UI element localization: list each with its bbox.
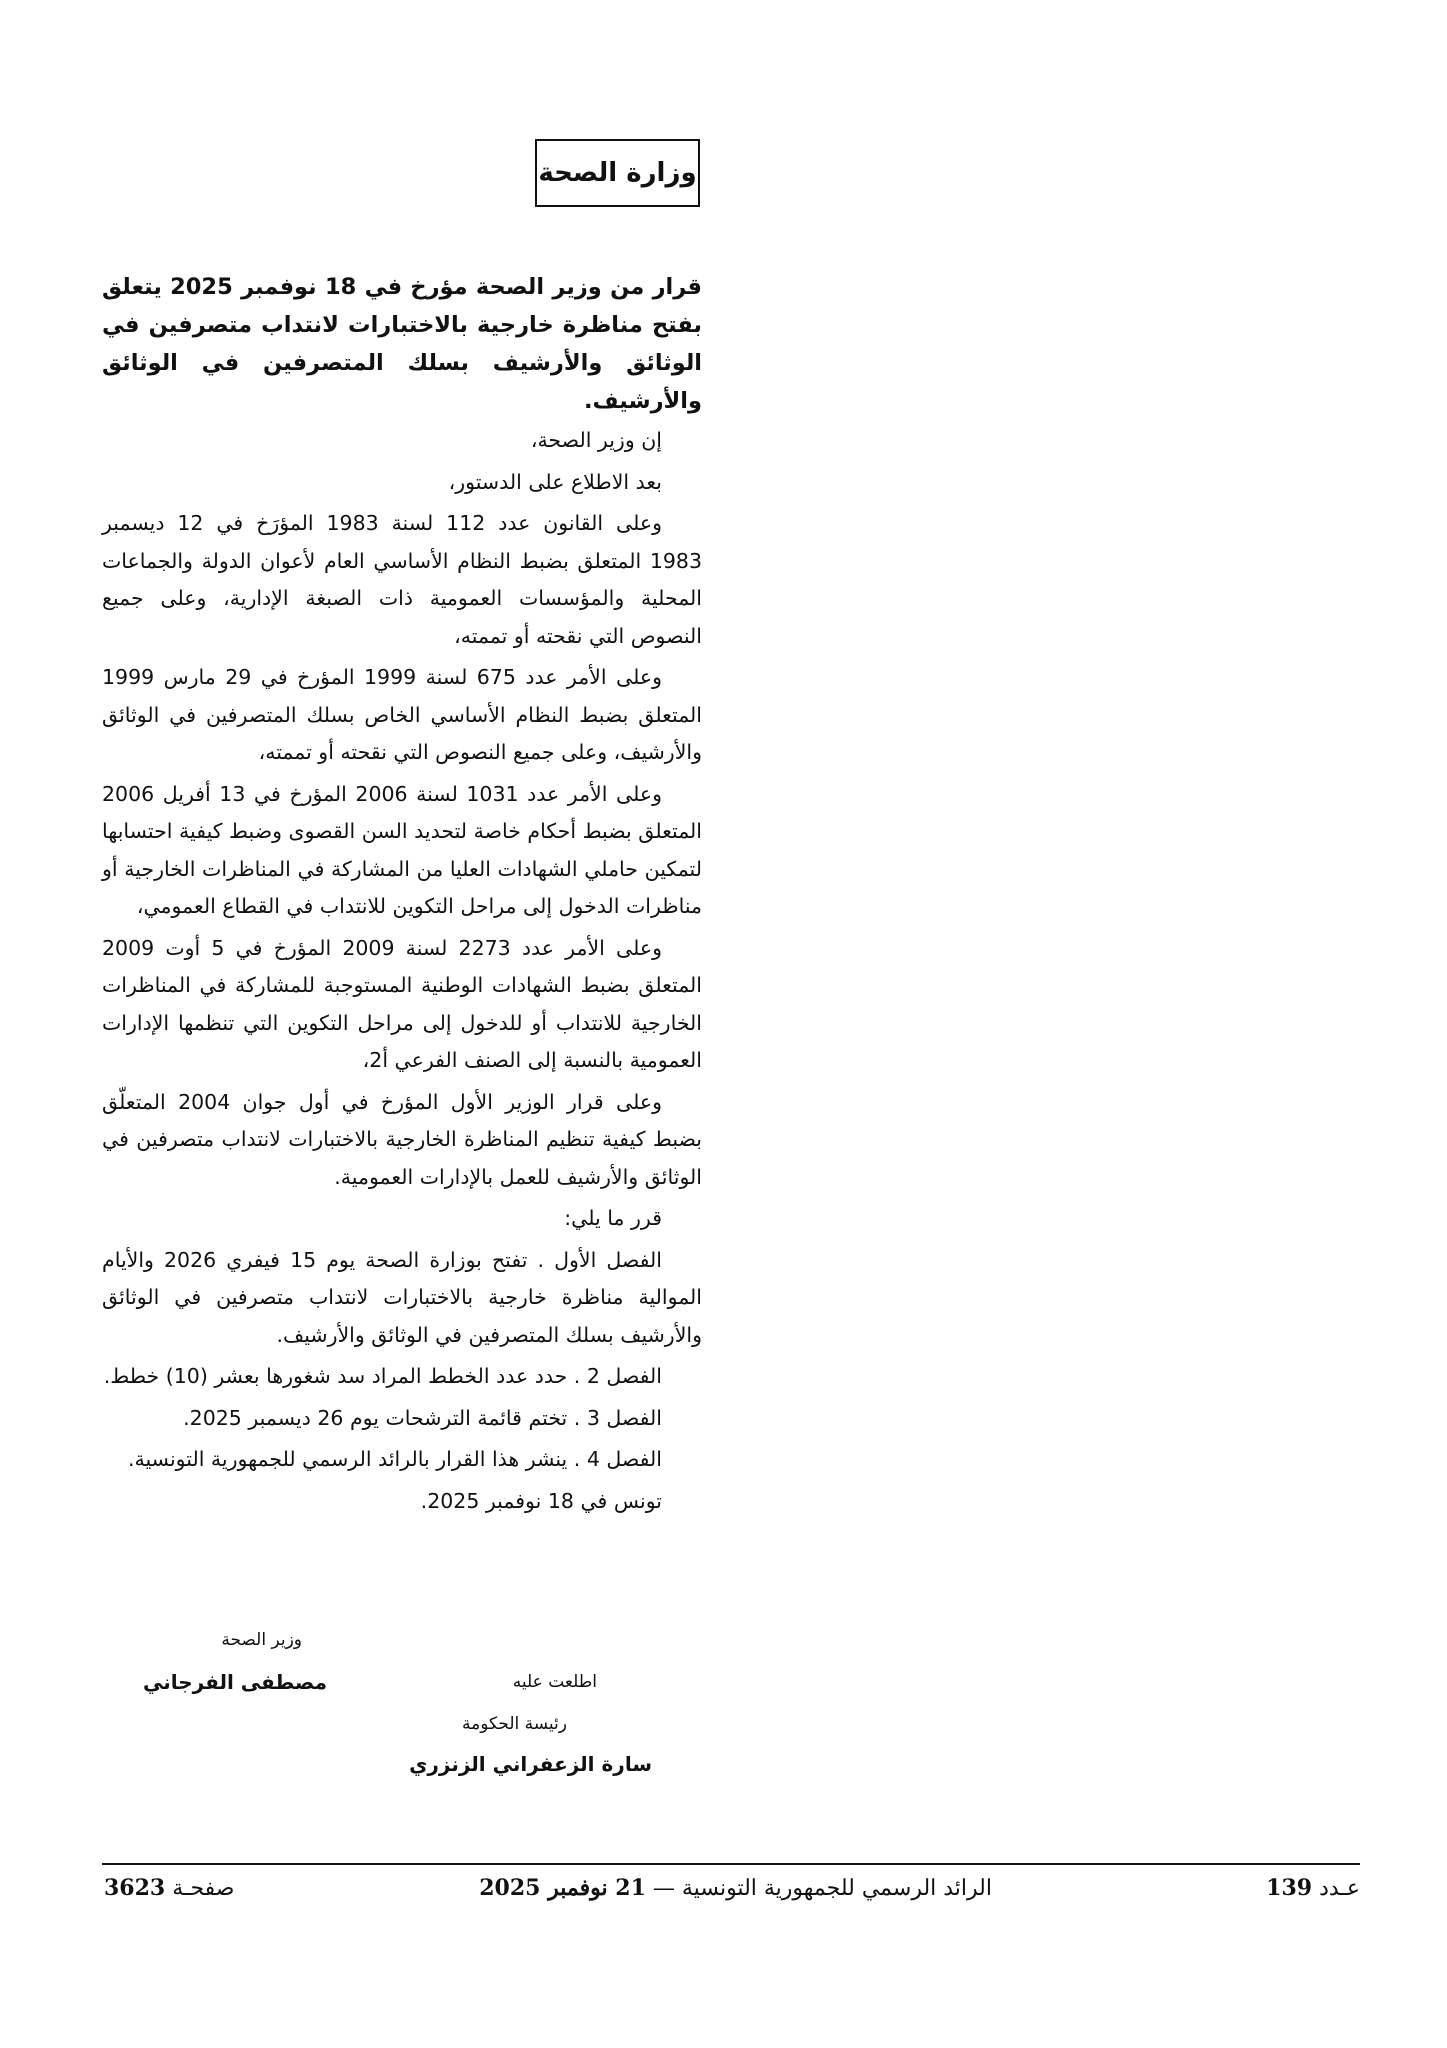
pm-title: رئيسة الحكومة <box>461 1714 567 1734</box>
gazette-date: 21 نوفمبر 2025 <box>479 1875 646 1901</box>
decree-paragraph: قرر ما يلي: <box>564 1206 662 1230</box>
decree-paragraph: وعلى الأمر عدد 1031 لسنة 2006 المؤرخ في 13 أفريل 2006 المتعلق بضبط أحكام خاصة لتحديد السن القصوى وضبط كيفية احتسابها لتمكين حاملي الشهادات العليا من المشاركة في المناظرات الخارجية أو مناظرات الدخول إلى مراحل التكوين للانتداب في القطاع العمومي، <box>102 781 702 918</box>
footer-page <box>104 1875 235 1901</box>
decree-paragraph: إن وزير الصحة، <box>530 428 662 452</box>
decree-paragraph: وعلى الأمر عدد 2273 لسنة 2009 المؤرخ في 5 أوت 2009 المتعلق بضبط الشهادات الوطنية المستوجبة للمشاركة في المناظرات الخارجية للانتداب أو للدخول إلى مراحل التكوين التي تنظمها الإدارات العمومية بالنسبة إلى الصنف الفرعي أ2، <box>102 935 702 1072</box>
decree-paragraph: وعلى القانون عدد 112 لسنة 1983 المؤرَخ في 12 ديسمبر 1983 المتعلق بضبط النظام الأساسي العام لأعوان الدولة والجماعات المحلية والمؤسسات العمومية ذات الصبغة الإدارية، وعلى جميع النصوص التي نقحته أو تممته، <box>102 511 702 648</box>
page-label: صفحـة <box>172 1876 235 1901</box>
place-date: تونس في 18 نوفمبر 2025. <box>420 1488 662 1513</box>
decree-column <box>102 268 702 1520</box>
issue-number: 139 <box>1266 1875 1313 1901</box>
decree-title: قرار من وزير الصحة مؤرخ في 18 نوفمبر 2025 يتعلق بفتح مناظرة خارجية بالاختبارات لانتداب متصرفين في الوثائق والأرشيف بسلك المتصرفين في الوثائق والأرشيف. <box>102 274 702 414</box>
issue-label: عـدد <box>1319 1876 1360 1901</box>
seen-by-label: اطلعت عليه <box>512 1672 597 1692</box>
decree-paragraph: وعلى قرار الوزير الأول المؤرخ في أول جوان 2004 المتعلّق بضبط كيفية تنظيم المناظرة الخارجية بالاختبارات لانتداب متصرفين في الوثائق والأرشيف للعمل بالإدارات العمومية. <box>102 1089 702 1189</box>
decree-paragraph: وعلى الأمر عدد 675 لسنة 1999 المؤرخ في 29 مارس 1999 المتعلق بضبط النظام الأساسي الخاص بسلك المتصرفين في الوثائق والأرشيف، وعلى جميع النصوص التي نقحته أو تممته، <box>102 665 702 764</box>
article-4: الفصل 4 . ينشر هذا القرار بالرائد الرسمي للجمهورية التونسية. <box>127 1447 662 1471</box>
article-1: الفصل الأول . تفتح بوزارة الصحة يوم 15 فيفري 2026 والأيام الموالية مناظرة خارجية بالاختبارات لانتداب متصرفين في الوثائق والأرشيف بسلك المتصرفين في الوثائق والأرشيف. <box>102 1247 702 1347</box>
ministry-heading: وزارة الصحة <box>535 139 700 207</box>
decree-paragraph: بعد الاطلاع على الدستور، <box>448 469 662 494</box>
footer-center <box>479 1875 992 1901</box>
pm-name: سارة الزعفراني الزنزري <box>409 1752 652 1776</box>
minister-name: مصطفى الفرجاني <box>142 1670 327 1694</box>
article-2: الفصل 2 . حدد عدد الخطط المراد سد شغورها بعشر (10) خطط. <box>103 1364 662 1388</box>
minister-title: وزير الصحة <box>221 1630 302 1650</box>
page-number: 3623 <box>104 1875 166 1901</box>
gazette-name: الرائد الرسمي للجمهورية التونسية — <box>652 1876 992 1901</box>
footer-issue <box>1266 1875 1360 1901</box>
article-3: الفصل 3 . تختم قائمة الترشحات يوم 26 ديسمبر 2025. <box>183 1405 662 1430</box>
footer-rule <box>102 1863 1360 1865</box>
